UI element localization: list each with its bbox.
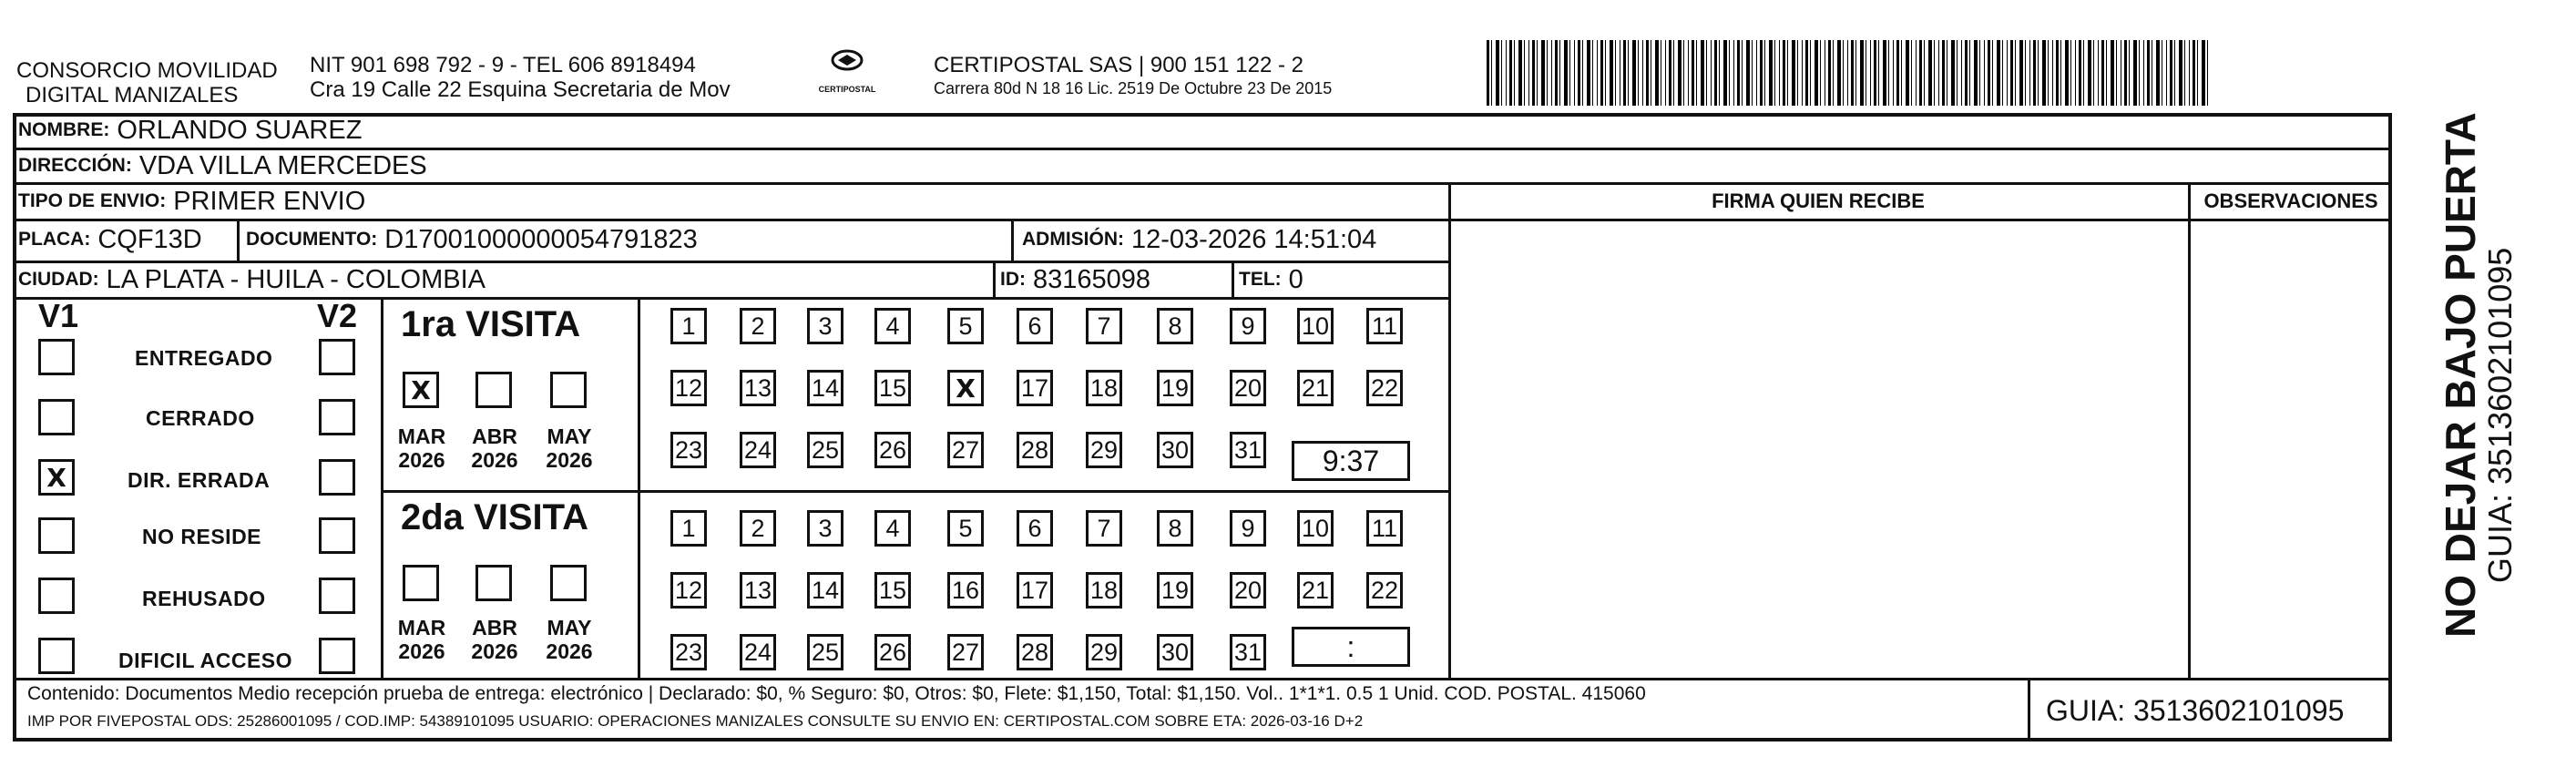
v2-dificil-acceso-checkbox[interactable] [319,638,355,674]
v1-no-reside-checkbox[interactable] [38,517,75,554]
day-box[interactable]: 9 [1230,510,1266,547]
visit1-month-may-checkbox[interactable] [550,372,587,408]
day-box[interactable]: 26 [874,634,911,670]
day-box[interactable]: X [947,370,984,406]
footer-guia: GUIA: 3513602101095 [2046,694,2345,727]
visit1-title: 1ra VISITA [401,304,581,344]
day-box[interactable]: 25 [807,432,843,468]
day-box[interactable]: 13 [740,572,776,608]
visit2-month-may-checkbox[interactable] [550,565,587,601]
day-box[interactable]: 8 [1157,510,1193,547]
day-box[interactable]: 29 [1086,634,1122,670]
nombre-row: NOMBRE: ORLANDO SUAREZ [18,115,363,145]
visit2-month-label: ABR 2026 [471,616,518,663]
day-box[interactable]: 22 [1366,370,1403,406]
day-box[interactable]: 7 [1086,308,1122,344]
firma-area[interactable] [1454,224,2182,674]
ciudad-row: CIUDAD: LA PLATA - HUILA - COLOMBIA [18,264,486,294]
day-box[interactable]: 19 [1157,370,1193,406]
day-box[interactable]: 6 [1017,510,1053,547]
option-rehusado: REHUSADO [142,587,266,610]
v1-dir-errada-checkbox[interactable]: X [38,459,75,496]
visit2-time[interactable]: : [1292,627,1410,667]
v2-entregado-checkbox[interactable] [319,339,355,375]
v1-header: V1 [38,297,79,334]
day-box[interactable]: 1 [670,308,707,344]
day-box[interactable]: 14 [807,370,843,406]
day-box[interactable]: 21 [1297,370,1334,406]
v1-cerrado-checkbox[interactable] [38,399,75,435]
visit1-month-label: MAR 2026 [397,424,446,472]
day-box[interactable]: 25 [807,634,843,670]
day-box[interactable]: 11 [1366,308,1403,344]
side-warning: NO DEJAR BAJO PUERTA [2437,112,2484,638]
day-box[interactable]: 14 [807,572,843,608]
day-box[interactable]: 4 [874,308,911,344]
visit2-month-abr-checkbox[interactable] [475,565,512,601]
company-contact: NIT 901 698 792 - 9 - TEL 606 8918494 Cra 19 Calle 22 Esquina Secretaria de Mov [310,53,731,102]
day-box[interactable]: 8 [1157,308,1193,344]
day-box[interactable]: 3 [807,510,843,547]
day-box[interactable]: 17 [1017,572,1053,608]
v2-rehusado-checkbox[interactable] [319,578,355,614]
option-cerrado: CERRADO [146,406,255,430]
day-box[interactable]: 12 [670,572,707,608]
v1-rehusado-checkbox[interactable] [38,578,75,614]
v2-no-reside-checkbox[interactable] [319,517,355,554]
day-box[interactable]: 18 [1086,572,1122,608]
day-box[interactable]: 26 [874,432,911,468]
day-box[interactable]: 15 [874,572,911,608]
day-box[interactable]: 16 [947,572,984,608]
day-box[interactable]: 17 [1017,370,1053,406]
day-box[interactable]: 28 [1017,634,1053,670]
side-guia: GUIA: 3513602101095 [2481,247,2519,583]
option-dificil-acceso: DIFICIL ACCESO [118,649,293,672]
visit2-month-label: MAR 2026 [397,616,446,663]
day-box[interactable]: 23 [670,634,707,670]
v2-dir-errada-checkbox[interactable] [319,459,355,496]
day-box[interactable]: 10 [1297,308,1334,344]
day-box[interactable]: 29 [1086,432,1122,468]
firma-header: FIRMA QUIEN RECIBE [1712,189,1925,212]
observaciones-area[interactable] [2193,224,2387,674]
day-box[interactable]: 20 [1230,572,1266,608]
visit2-title: 2da VISITA [401,497,588,537]
visit1-month-label: ABR 2026 [471,424,518,472]
day-box[interactable]: 23 [670,432,707,468]
option-entregado: ENTREGADO [135,346,273,370]
day-box[interactable]: 22 [1366,572,1403,608]
day-box[interactable]: 31 [1230,432,1266,468]
day-box[interactable]: 3 [807,308,843,344]
day-box[interactable]: 9 [1230,308,1266,344]
day-box[interactable]: 10 [1297,510,1334,547]
day-box[interactable]: 21 [1297,572,1334,608]
day-box[interactable]: 4 [874,510,911,547]
v2-cerrado-checkbox[interactable] [319,399,355,435]
visit2-month-label: MAY 2026 [546,616,593,663]
certipostal-logo: CERTIPOSTAL [811,47,884,94]
day-box[interactable]: 20 [1230,370,1266,406]
visit1-month-mar-checkbox[interactable]: X [403,372,439,408]
id-row: ID: 83165098 [1000,264,1151,294]
visit1-month-abr-checkbox[interactable] [475,372,512,408]
day-box[interactable]: 13 [740,370,776,406]
documento-row: DOCUMENTO: D17001000000054791823 [246,224,698,254]
day-box[interactable]: 27 [947,432,984,468]
day-box[interactable]: 2 [740,510,776,547]
tipo-envio-row: TIPO DE ENVIO: PRIMER ENVIO [18,186,366,216]
day-box[interactable]: 31 [1230,634,1266,670]
observaciones-header: OBSERVACIONES [2203,189,2378,212]
placa-row: PLACA: CQF13D [18,224,202,254]
v1-entregado-checkbox[interactable] [38,339,75,375]
day-box[interactable]: 30 [1157,432,1193,468]
day-box[interactable]: 28 [1017,432,1053,468]
footer-content: Contenido: Documentos Medio recepción prueba de entrega: electrónico | Declarado: $0, % Seguro: $0, Otros: $0, Flete: $1,150, Total: $1,150. Vol.. 1*1*1. 0.5 1 Unid. COD. POSTAL. 415060 [27,683,1646,704]
day-box[interactable]: 5 [947,510,984,547]
day-box[interactable]: 15 [874,370,911,406]
certipostal-info: CERTIPOSTAL SAS | 900 151 122 - 2 Carrera 80d N 18 16 Lic. 2519 De Octubre 23 De 2015 [934,53,1333,97]
day-box[interactable]: 5 [947,308,984,344]
tel-row: TEL: 0 [1239,264,1303,294]
v1-dificil-acceso-checkbox[interactable] [38,638,75,674]
footer-print-info: IMP POR FIVEPOSTAL ODS: 25286001095 / COD.IMP: 54389101095 USUARIO: OPERACIONES MANIZALES CONSULTE SU ENVIO EN: CERTIPOSTAL.COM SOBRE ETA: 2026-03-16 D+2 [27,712,1364,730]
direccion-row: DIRECCIÓN: VDA VILLA MERCEDES [18,150,427,180]
day-box[interactable]: 1 [670,510,707,547]
day-box[interactable]: 27 [947,634,984,670]
v2-header: V2 [317,297,358,334]
day-box[interactable]: 30 [1157,634,1193,670]
day-box[interactable]: 19 [1157,572,1193,608]
visit1-time[interactable]: 9:37 [1292,441,1410,481]
day-box[interactable]: 6 [1017,308,1053,344]
option-no-reside: NO RESIDE [142,525,262,548]
company-name: CONSORCIO MOVILIDAD DIGITAL MANIZALES [16,58,278,107]
day-box[interactable]: 18 [1086,370,1122,406]
barcode [1487,40,2210,106]
visit2-month-mar-checkbox[interactable] [403,565,439,601]
day-box[interactable]: 12 [670,370,707,406]
day-box[interactable]: 2 [740,308,776,344]
day-box[interactable]: 7 [1086,510,1122,547]
admision-row: ADMISIÓN: 12-03-2026 14:51:04 [1022,224,1377,254]
option-dir-errada: DIR. ERRADA [128,468,271,492]
day-box[interactable]: 24 [740,432,776,468]
day-box[interactable]: 24 [740,634,776,670]
day-box[interactable]: 11 [1366,510,1403,547]
visit1-month-label: MAY 2026 [546,424,593,472]
